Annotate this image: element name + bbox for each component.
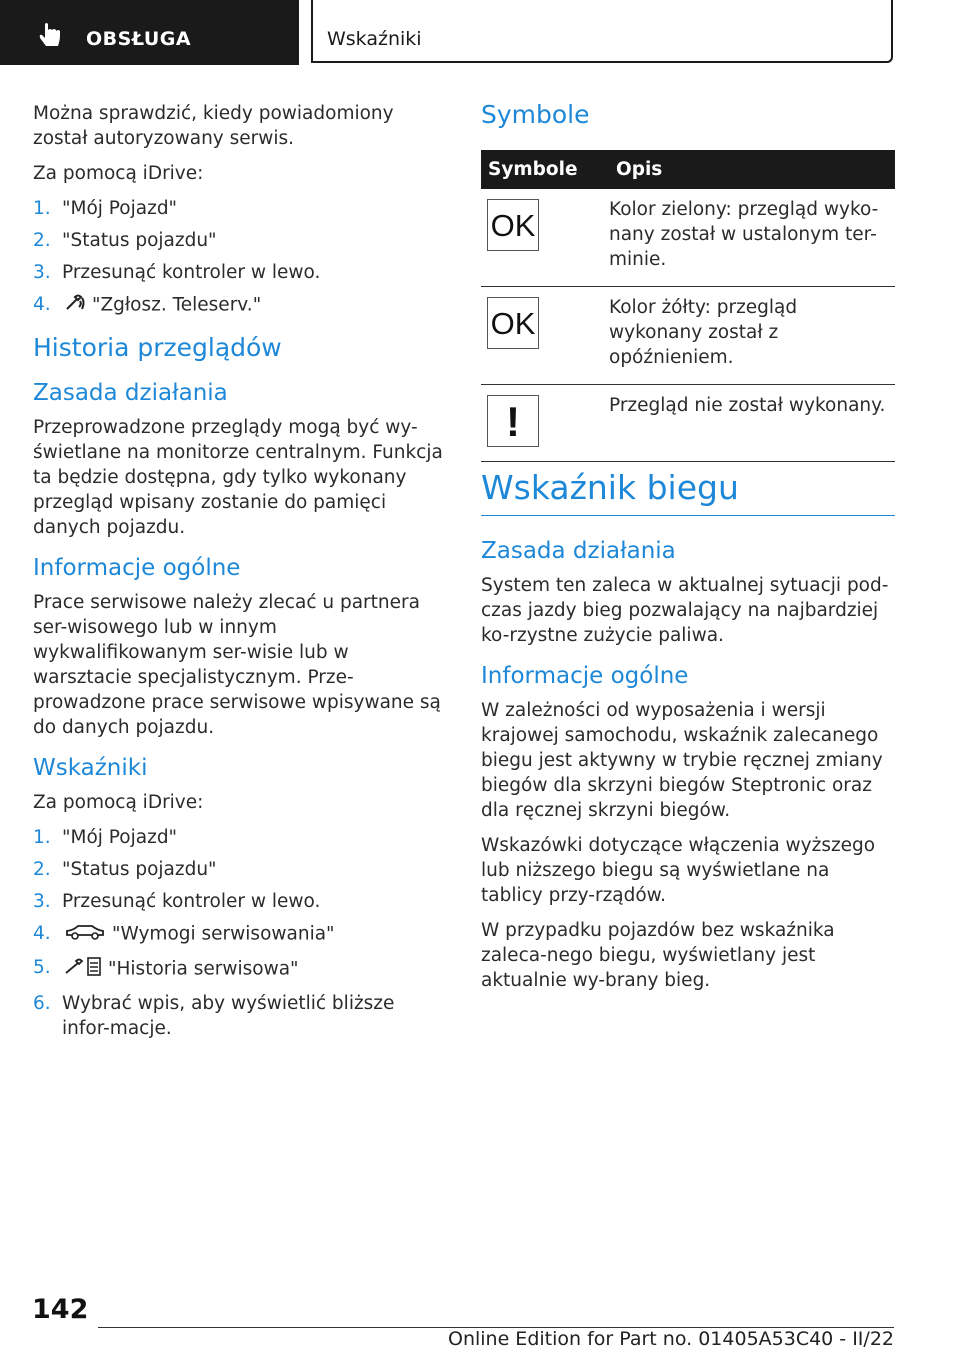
left-column <box>33 101 448 1051</box>
list-item: 5. "Historia serwisowa" <box>33 955 448 984</box>
ok-yellow-icon: OK <box>487 297 539 349</box>
hand-pointer-icon <box>36 20 66 54</box>
column-header-description: Opis <box>609 150 895 189</box>
car-icon <box>64 921 106 948</box>
exclamation-icon: ! <box>487 395 539 447</box>
row-description: Kolor żółty: przegląd wykonany został z opóźnieniem. <box>609 287 895 385</box>
symbols-table <box>481 150 895 462</box>
general-text-p1: W zależności od wyposażenia i wersji krajowej samochodu, wskaźnik zalecanego biegu jest aktywny w trybie ręcznej zmiany biegów dla skrzyni biegów Steptronic oraz dla ręcznej skrzyni biegów. <box>481 700 883 821</box>
table-row <box>481 287 895 385</box>
right-column-lower <box>481 537 895 1003</box>
list-item: 1. "Mój Pojazd" <box>33 198 178 219</box>
indicators-heading: Wskaźniki <box>33 755 148 781</box>
via-idrive-text-2: Za pomocą iDrive: <box>33 792 204 813</box>
general-text: Prace serwisowe należy zlecać u partnera ser-wisowego lub w innym wykwalifikowanym ser-wisie lub w warsztacie specjalistycznym. Prze-prowadzone prace serwisowe wpisywane są do danych pojazdu. <box>33 592 441 738</box>
edition-text: Online Edition for Part no. 01405A53C40 - II/22 <box>447 1328 894 1350</box>
intro-text: Można sprawdzić, kiedy powiadomiony został autoryzowany serwis. <box>33 103 394 149</box>
list-item: 1. "Mój Pojazd" <box>33 827 178 848</box>
gear-indicator-heading: Wskaźnik biegu <box>481 468 739 507</box>
general-heading: Informacje ogólne <box>33 555 241 581</box>
chapter-label: Wskaźniki <box>327 28 422 50</box>
list-item: 2. "Status pojazdu" <box>33 230 217 251</box>
general-heading-2: Informacje ogólne <box>481 663 689 689</box>
table-header-row <box>481 150 895 189</box>
steps-list-2 <box>33 825 448 1041</box>
list-item: 6. Wybrać wpis, aby wyświetlić bliższe infor-macje. <box>33 993 395 1039</box>
symbols-heading: Symbole <box>481 100 590 129</box>
row-description: Kolor zielony: przegląd wyko-nany został w ustalonym ter-minie. <box>609 189 895 287</box>
principle-text-2: System ten zaleca w aktualnej sytuacji pod-czas jazdy bieg pozwalający na najbardziej ko-rzystne zużycie paliwa. <box>481 575 889 646</box>
history-heading: Historia przeglądów <box>33 333 282 362</box>
principle-heading-2: Zasada działania <box>481 538 676 564</box>
general-text-p3: W przypadku pojazdów bez wskaźnika zaleca-nego biegu, wyświetlany jest aktualnie wy-brany bieg. <box>481 920 835 991</box>
section-label: OBSŁUGA <box>86 28 192 50</box>
table-row <box>481 385 895 462</box>
list-item: 4. "Wymogi serwisowania" <box>33 921 448 948</box>
list-item: 4. "Zgłosz. Teleserv." <box>33 292 448 319</box>
phone-wrench-icon <box>64 292 86 319</box>
list-item: 3. Przesunąć kontroler w lewo. <box>33 262 321 283</box>
list-item: 2. "Status pojazdu" <box>33 859 217 880</box>
service-history-icon <box>64 955 102 984</box>
general-text-p2: Wskazówki dotyczące włączenia wyższego lub niższego biegu są wyświetlane na tablicy przy-rządów. <box>481 835 876 906</box>
column-header-symbol: Symbole <box>481 150 609 189</box>
heading-rule <box>481 515 895 516</box>
right-column <box>481 100 895 462</box>
table-row <box>481 189 895 287</box>
list-item: 3. Przesunąć kontroler w lewo. <box>33 891 321 912</box>
page-number: 142 <box>32 1294 89 1325</box>
row-description: Przegląd nie został wykonany. <box>609 385 895 462</box>
principle-text: Przeprowadzone przeglądy mogą być wy-świetlane na monitorze centralnym. Funkcja ta będzie dostępna, gdy tylko wykonany przegląd wpisany zostanie do pamięci danych pojazdu. <box>33 417 443 538</box>
section-tab <box>0 0 299 65</box>
steps-list <box>33 196 448 319</box>
via-idrive-text: Za pomocą iDrive: <box>33 163 204 184</box>
chapter-tab <box>311 0 893 63</box>
principle-heading: Zasada działania <box>33 380 228 406</box>
ok-green-icon: OK <box>487 199 539 251</box>
